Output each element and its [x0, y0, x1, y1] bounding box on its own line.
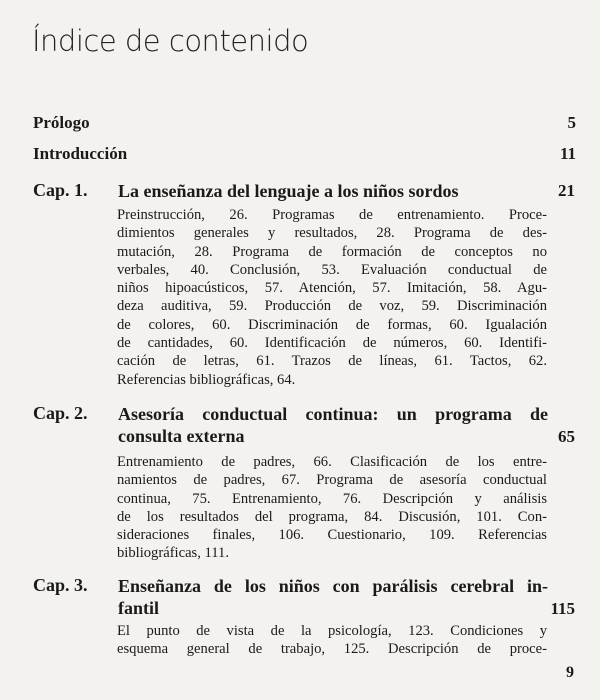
chapter-page: 115	[550, 599, 575, 618]
section-line: dimientos generales y resultados, 28. Programa de des-	[117, 225, 547, 242]
section-line: continua, 75. Entrenamiento, 76. Descripción y análisis	[117, 490, 547, 507]
chapter-page: 21	[558, 181, 575, 200]
section-line: de cantidades, 60. Identificación de números, 60. Identifi-	[117, 335, 547, 352]
chapter-title-line: La enseñanza del lenguaje a los niños sordos	[118, 181, 459, 201]
entry-label: Prólogo	[33, 113, 90, 132]
chapter-title-line: consulta externa	[118, 426, 245, 446]
chapter-title	[118, 575, 548, 619]
chapter-page: 65	[558, 427, 575, 446]
chapter-sections	[117, 622, 547, 659]
chapter-title-line: Enseñanza de los niños con parálisis cerebral in-	[118, 576, 548, 596]
section-line: de colores, 60. Discriminación de formas, 60. Igualación	[117, 316, 547, 333]
section-line: El punto de vista de la psicología, 123. Condiciones y	[117, 623, 547, 639]
section-line: Preinstrucción, 26. Programas de entrenamiento. Proce-	[117, 207, 547, 223]
chapter-title	[118, 180, 548, 202]
chapter-title-line: Asesoría conductual continua: un programa de	[118, 404, 548, 424]
chapter-number: Cap. 3.	[33, 575, 88, 595]
section-line: cación de letras, 61. Trazos de líneas, 61. Tactos, 62.	[117, 353, 547, 370]
page-number: 9	[566, 664, 574, 681]
chapter-title-line: fantil	[118, 598, 160, 618]
chapter-number: Cap. 1.	[33, 180, 88, 200]
entry-page: 11	[559, 144, 576, 163]
section-line: verbales, 40. Conclusión, 53. Evaluación conductual de	[117, 261, 547, 278]
chapter-title	[118, 403, 548, 447]
page-title: Índice de contenido	[32, 24, 309, 58]
section-line: namientos de padres, 67. Programa de asesoría conductual	[117, 472, 547, 489]
section-line: de los resultados del programa, 84. Discusión, 101. Con-	[117, 508, 547, 525]
section-line: sideraciones finales, 106. Cuestionario, 109. Referencias	[117, 527, 547, 544]
toc-entry-introduccion	[33, 144, 576, 164]
chapter-sections	[117, 206, 547, 389]
section-line: mutación, 28. Programa de formación de conceptos no	[117, 243, 547, 260]
section-line: esquema general de trabajo, 125. Descripción de proce-	[117, 641, 547, 658]
entry-page: 5	[567, 113, 576, 132]
section-line: Entrenamiento de padres, 66. Clasificación de los entre-	[117, 454, 547, 470]
section-line: niños hipoacústicos, 57. Atención, 57. Imitación, 58. Agu-	[117, 280, 547, 297]
section-line: Referencias bibliográficas, 64.	[117, 371, 296, 388]
toc-entry-prologo	[33, 113, 576, 133]
section-line: deza auditiva, 59. Producción de voz, 59. Discriminación	[117, 298, 547, 315]
chapter-sections	[117, 453, 547, 563]
entry-label: Introducción	[33, 144, 128, 163]
section-line: bibliográficas, 111.	[117, 545, 229, 562]
chapter-number: Cap. 2.	[33, 403, 88, 423]
